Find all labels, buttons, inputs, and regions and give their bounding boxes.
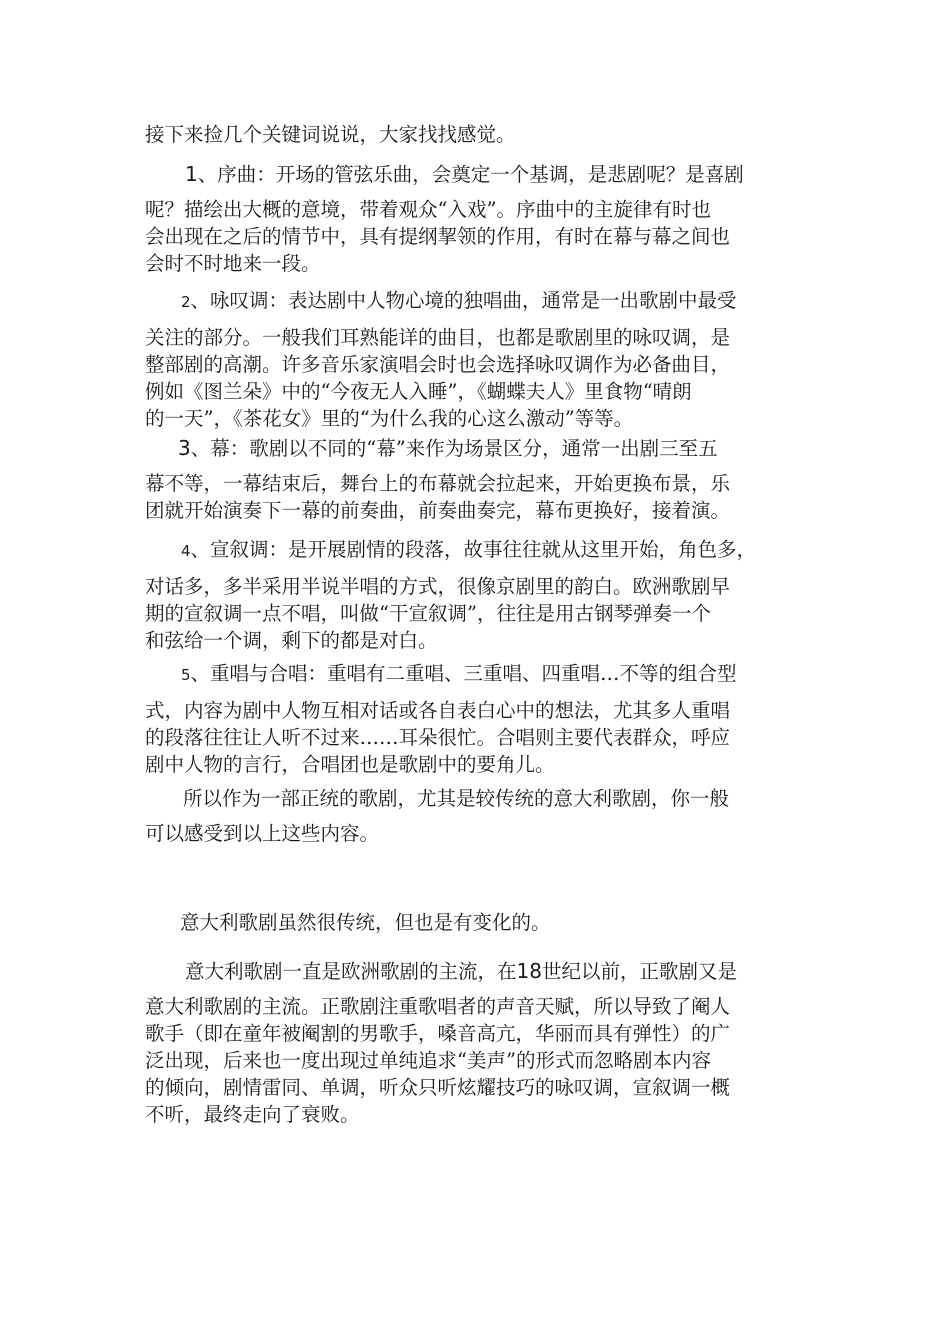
summary-line: 可以感受到以上这些内容。 bbox=[145, 822, 380, 845]
item-1-line: 呢？描绘出大概的意境，带着观众“入戏”。序曲中的主旋律有时也 bbox=[145, 198, 711, 221]
history-line: 泛出现，后来也一度出现过单纯追求“美声”的形式而忽略剧本内容 bbox=[145, 1049, 711, 1072]
item-3-number: 3 bbox=[178, 436, 191, 460]
item-5-line: 的段落往往让人听不过来……耳朵很忙。合唱则主要代表群众，呼应 bbox=[145, 726, 731, 749]
history-first-line: 意大利歌剧一直是欧洲歌剧的主流，在18世纪以前，正歌剧又是 bbox=[185, 959, 737, 983]
section-intro-text: 意大利歌剧虽然很传统，但也是有变化的。 bbox=[180, 911, 551, 934]
item-4-first-line: 4、宣叙调：是开展剧情的段落，故事往往就从这里开始，角色多， bbox=[181, 538, 757, 561]
item-2-line: 的一天”，《茶花女》里的“为什么我的心这么激动”等等。 bbox=[145, 407, 634, 430]
section-intro-paragraph bbox=[145, 909, 815, 936]
item-4-paragraph bbox=[145, 536, 815, 654]
history-century-number: 18 bbox=[516, 959, 542, 983]
history-line: 歌手（即在童年被阉割的男歌手，嗓音高亢，华丽而具有弹性）的广 bbox=[145, 1022, 731, 1045]
intro-text: 接下来捡几个关键词说说，大家找找感觉。 bbox=[145, 123, 516, 146]
item-5-line: 剧中人物的言行，合唱团也是歌剧中的要角儿。 bbox=[145, 753, 555, 776]
item-1-line: 会出现在之后的情节中，具有提纲挈领的作用，有时在幕与幕之间也 bbox=[145, 225, 731, 248]
item-1-first-line: 1、序曲：开场的管弦乐曲，会奠定一个基调，是悲剧呢？是喜剧 bbox=[185, 162, 744, 186]
item-3-line: 团就开始演奏下一幕的前奏曲，前奏曲奏完，幕布更换好，接着演。 bbox=[145, 499, 731, 522]
item-5-paragraph bbox=[145, 660, 815, 778]
item-2-line: 例如《图兰朵》中的“今夜无人入睡”，《蝴蝶夫人》里食物“晴朗 bbox=[145, 380, 692, 403]
item-3-line: 幕不等，一幕结束后，舞台上的布幕就会拉起来，开始更换布景，乐 bbox=[145, 472, 731, 495]
item-5-line: 式，内容为剧中人物互相对话或各自表白心中的想法，尤其多人重唱 bbox=[145, 699, 731, 722]
item-3-first-line: 3、幕：歌剧以不同的“幕”来作为场景区分，通常一出剧三至五 bbox=[178, 436, 718, 460]
item-2-number: 2 bbox=[181, 293, 191, 311]
item-2-line: 关注的部分。一般我们耳熟能详的曲目，也都是歌剧里的咏叹调，是 bbox=[145, 326, 731, 349]
item-4-line: 期的宣叙调一点不唱，叫做“干宣叙调”，往往是用古钢琴弹奏一个 bbox=[145, 602, 711, 625]
item-2-line: 整部剧的高潮。许多音乐家演唱会时也会选择咏叹调作为必备曲目， bbox=[145, 353, 731, 376]
history-line: 不听，最终走向了衰败。 bbox=[145, 1103, 360, 1126]
history-line: 意大利歌剧的主流。正歌剧注重歌唱者的声音天赋，所以导致了阉人 bbox=[145, 995, 731, 1018]
intro-paragraph bbox=[145, 121, 815, 148]
item-4-line: 对话多，多半采用半说半唱的方式，很像京剧里的韵白。欧洲歌剧早 bbox=[145, 575, 731, 598]
item-3-paragraph bbox=[145, 435, 815, 524]
history-line: 的倾向，剧情雷同、单调，听众只听炫耀技巧的咏叹调，宣叙调一概 bbox=[145, 1076, 731, 1099]
item-5-number: 5 bbox=[181, 666, 191, 684]
item-1-paragraph bbox=[145, 161, 815, 277]
summary-paragraph bbox=[145, 785, 815, 847]
item-5-first-line: 5、重唱与合唱：重唱有二重唱、三重唱、四重唱…不等的组合型 bbox=[181, 662, 737, 685]
item-2-paragraph bbox=[145, 287, 815, 432]
summary-first-line: 所以作为一部正统的歌剧，尤其是较传统的意大利歌剧，你一般 bbox=[183, 787, 730, 810]
item-1-number: 1 bbox=[185, 162, 198, 186]
item-1-line: 会时不时地来一段。 bbox=[145, 252, 321, 275]
history-paragraph bbox=[145, 958, 815, 1128]
item-2-first-line: 2、咏叹调：表达剧中人物心境的独唱曲，通常是一出歌剧中最受 bbox=[181, 289, 737, 312]
item-4-line: 和弦给一个调，剩下的都是对白。 bbox=[145, 629, 438, 652]
item-4-number: 4 bbox=[181, 542, 191, 560]
